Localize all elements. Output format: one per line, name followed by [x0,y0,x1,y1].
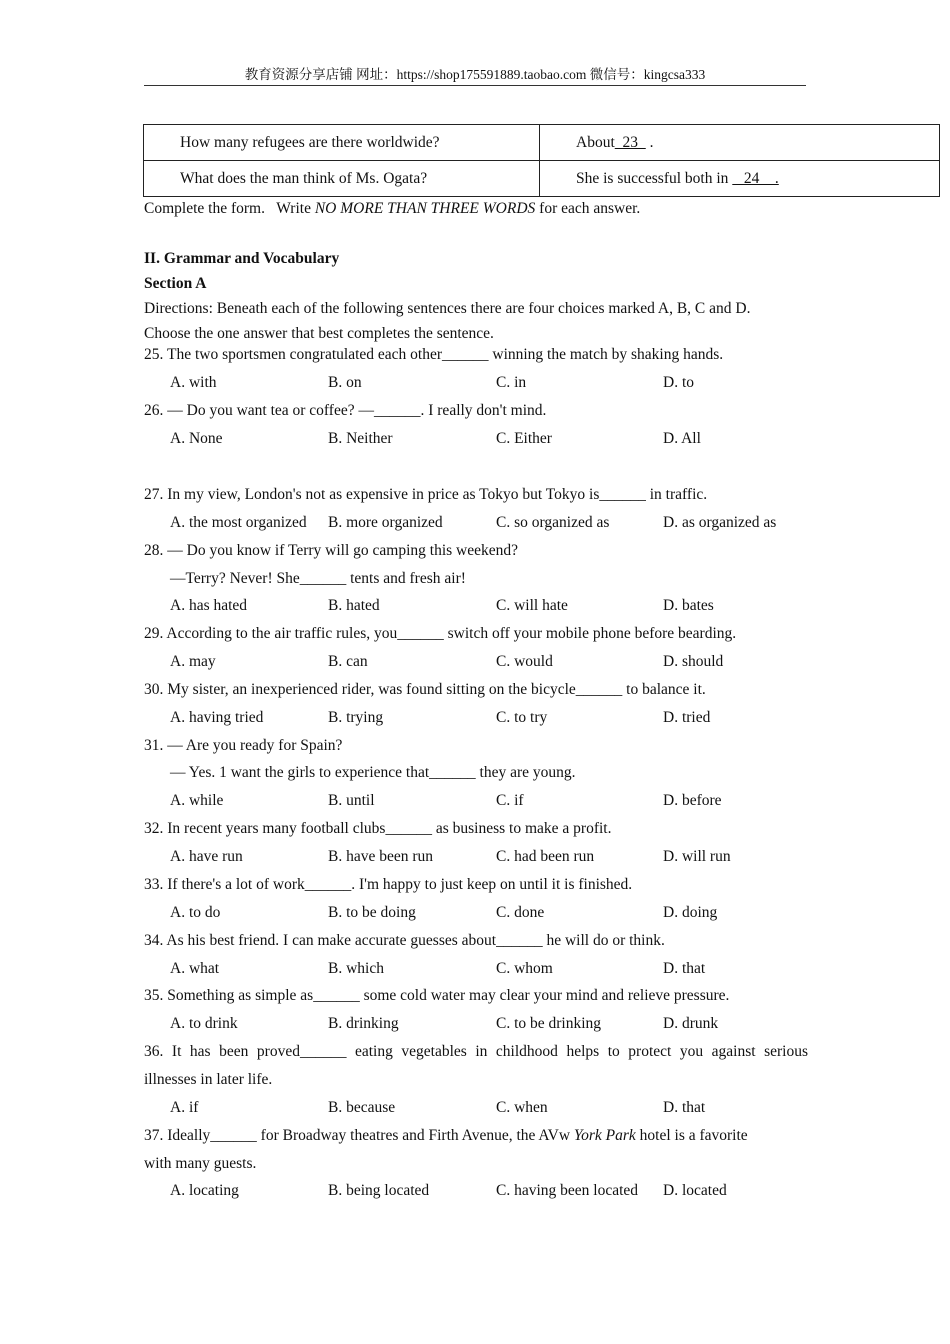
answer-option-d[interactable]: D. to [663,374,694,391]
answer-option-d[interactable]: D. doing [663,904,718,921]
answer-option-c[interactable]: C. to be drinking [496,1015,602,1032]
question-text: 34. As his best friend. I can make accurate guesses about______ he will do or think. [144,932,665,949]
question-text: 37. Ideally______ for Broadway theatres and Firth Avenue, the AVw [144,1127,574,1144]
answer-option-d[interactable]: D. All [663,430,701,447]
question-stem [144,819,808,839]
instruction-text: for each answer. [535,200,641,217]
answer-option-c[interactable]: C. in [496,374,527,391]
answer-option-b[interactable]: B. until [328,792,375,809]
answer-option-a[interactable]: A. to do [170,904,221,921]
question-stem-continued [170,569,808,589]
answer-option-c[interactable]: C. when [496,1099,548,1116]
answer-option-d[interactable]: D. tried [663,709,711,726]
answer-option-b[interactable]: B. Neither [328,430,393,447]
answer-option-b[interactable]: B. trying [328,709,384,726]
answer-option-b[interactable]: B. because [328,1099,396,1116]
answer-suffix: . [645,133,654,151]
answer-option-b[interactable]: B. more organized [328,514,443,531]
question-stem-continued [170,763,808,783]
question-text: 27. In my view, London's not as expensive in price as Tokyo but Tokyo is______ in traffic. [144,486,708,503]
section-title: II. Grammar and Vocabulary [144,250,340,267]
section-subtitle: Section A [144,275,207,292]
answer-option-d[interactable]: D. will run [663,848,731,865]
form-question: How many refugees are there worldwide? [144,125,540,161]
question-stem [144,345,808,365]
question-text: hotel is a favorite [635,1127,748,1144]
answer-option-d[interactable]: D. that [663,960,706,977]
answer-option-b[interactable]: B. hated [328,597,380,614]
answer-option-c[interactable]: C. so organized as [496,514,610,531]
answer-option-c[interactable]: C. to try [496,709,548,726]
answer-option-c[interactable]: C. if [496,792,524,809]
question-stem [144,875,808,895]
question-stem [144,931,808,951]
question-stem [144,986,808,1006]
answer-option-b[interactable]: B. being located [328,1182,430,1199]
answer-option-a[interactable]: A. what [170,960,220,977]
question-text: 35. Something as simple as______ some cold water may clear your mind and relieve pressure. [144,987,730,1004]
question-stem [144,680,808,700]
question-text: 29. According to the air traffic rules, you______ switch off your mobile phone before bearding. [144,625,737,642]
question-stem [144,541,808,561]
question-stem-continued [144,1154,808,1174]
answer-option-a[interactable]: A. the most organized [170,514,307,531]
question-stem [144,1126,808,1146]
question-stem [144,1042,808,1062]
question-text: 26. — Do you want tea or coffee? —______. I really don't mind. [144,402,547,419]
form-answer [540,125,940,161]
answer-option-a[interactable]: A. to drink [170,1015,238,1032]
answer-option-a[interactable]: A. may [170,653,216,670]
answer-form-table [143,124,940,197]
directions: Directions: Beneath each of the following sentences there are four choices marked A, B, C and D. [144,300,751,317]
answer-option-d[interactable]: D. as organized as [663,514,777,531]
question-stem [144,401,808,421]
form-instruction [144,199,808,219]
question-text: 33. If there's a lot of work______. I'm happy to just keep on until it is finished. [144,876,633,893]
question-stem [144,736,808,756]
question-stem-continued [144,1070,808,1090]
form-answer [540,161,940,197]
answer-option-b[interactable]: B. on [328,374,362,391]
question-text: illnesses in later life. [144,1071,273,1088]
question-stem [144,485,808,505]
question-text: —Terry? Never! She______ tents and fresh air! [170,570,466,587]
question-text: — Yes. 1 want the girls to experience that______ they are young. [170,764,576,781]
question-text: 28. — Do you know if Terry will go camping this weekend? [144,542,519,559]
answer-option-c[interactable]: C. Either [496,430,552,447]
form-question: What does the man think of Ms. Ogata? [144,161,540,197]
question-text: 25. The two sportsmen congratulated each other______ winning the match by shaking hands. [144,346,724,363]
answer-option-b[interactable]: B. which [328,960,384,977]
answer-option-d[interactable]: D. that [663,1099,706,1116]
answer-option-b[interactable]: B. can [328,653,368,670]
answer-option-a[interactable]: A. None [170,430,223,447]
answer-prefix: About [576,133,615,151]
answer-blank-23[interactable]: 23 [614,133,646,151]
answer-option-c[interactable]: C. having been located [496,1182,639,1199]
answer-option-c[interactable]: C. whom [496,960,553,977]
answer-blank-24[interactable]: 24 . [732,169,779,187]
answer-option-a[interactable]: A. locating [170,1182,239,1199]
answer-option-b[interactable]: B. to be doing [328,904,416,921]
answer-option-a[interactable]: A. have run [170,848,243,865]
answer-option-b[interactable]: B. drinking [328,1015,399,1032]
answer-option-d[interactable]: D. located [663,1182,727,1199]
answer-option-a[interactable]: A. has hated [170,597,248,614]
answer-option-c[interactable]: C. had been run [496,848,595,865]
page-header: 教育资源分享店铺 网址：https://shop175591889.taobao.com 微信号：kingcsa333 [144,67,806,86]
answer-option-c[interactable]: C. would [496,653,553,670]
answer-option-d[interactable]: D. before [663,792,722,809]
answer-option-b[interactable]: B. have been run [328,848,434,865]
question-text: with many guests. [144,1155,257,1172]
directions: Choose the one answer that best completes the sentence. [144,325,494,342]
answer-option-d[interactable]: D. should [663,653,724,670]
answer-option-a[interactable]: A. if [170,1099,199,1116]
table-row [144,125,940,161]
answer-prefix: She is successful both in [576,169,733,187]
table-row [144,161,940,197]
answer-option-a[interactable]: A. having tried [170,709,264,726]
answer-option-a[interactable]: A. with [170,374,217,391]
answer-option-c[interactable]: C. will hate [496,597,568,614]
instruction-emphasis: NO MORE THAN THREE WORDS [314,200,536,217]
instruction-text: Complete the form. Write [144,200,315,217]
question-stem [144,624,808,644]
question-text: 36. It has been proved______ eating vegetables in childhood helps to protect you against serious [144,1043,808,1060]
answer-option-d[interactable]: D. bates [663,597,714,614]
answer-option-d[interactable]: D. drunk [663,1015,719,1032]
question-text: 31. — Are you ready for Spain? [144,737,343,754]
question-text: 30. My sister, an inexperienced rider, was found sitting on the bicycle______ to balance it. [144,681,706,698]
question-text: 32. In recent years many football clubs______ as business to make a profit. [144,820,612,837]
answer-option-a[interactable]: A. while [170,792,224,809]
hotel-name: York Park [573,1127,636,1144]
answer-option-c[interactable]: C. done [496,904,545,921]
